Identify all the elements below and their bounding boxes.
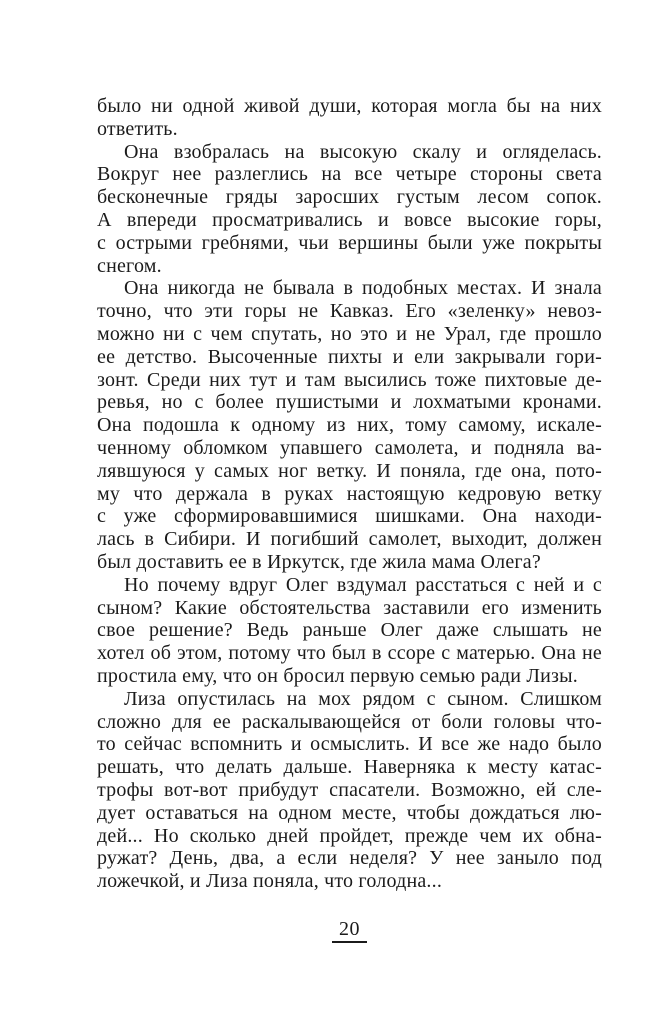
text-line: дует оставаться на одном месте, чтобы дождаться лю- <box>97 801 602 824</box>
text-line: ее детство. Высоченные пихты и ели закрывали гори- <box>97 345 602 368</box>
page-text-block <box>97 95 602 893</box>
text-line: Она взобралась на высокую скалу и огляделась. <box>124 140 602 163</box>
text-line: бесконечные гряды заросших густым лесом сопок. <box>97 186 602 209</box>
text-line: Но почему вдруг Олег вздумал расстаться с ней и с <box>124 573 602 596</box>
text-line: с уже сформировавшимися шишками. Она находи- <box>97 505 602 528</box>
text-line: Лиза опустилась на мох рядом с сыном. Слишком <box>124 687 602 710</box>
text-line: зонт. Среди них тут и там высились тоже пихтовые де- <box>97 368 602 391</box>
text-line: А впереди просматривались и вовсе высокие горы, <box>97 208 602 231</box>
paragraph <box>97 95 602 141</box>
paragraph <box>97 141 602 278</box>
text-line: ченному обломком упавшего самолета, и подняла ва- <box>97 436 602 459</box>
page-number <box>97 918 602 943</box>
text-line: ружат? День, два, а если неделя? У нее заныло под <box>97 847 602 870</box>
text-line: простила ему, что он бросил первую семью ради Лизы. <box>97 664 578 687</box>
text-line: лась в Сибири. И погибший самолет, выходит, должен <box>97 528 602 551</box>
text-line: был доставить ее в Иркутск, где жила мама Олега? <box>97 550 541 573</box>
text-line: точно, что эти горы не Кавказ. Его «зеленку» невоз- <box>97 300 602 323</box>
text-line: можно ни с чем спутать, но это и не Урал, где прошло <box>97 322 602 345</box>
text-line: снегом. <box>97 254 162 277</box>
text-line: Вокруг нее разлеглись на все четыре стороны света <box>97 163 602 186</box>
paragraph <box>97 277 602 573</box>
text-line: дей... Но сколько дней пройдет, прежде чем их обна- <box>97 824 602 847</box>
text-line: решать, что делать дальше. Наверняка к месту катас- <box>97 756 602 779</box>
text-line: сложно для ее раскалывающейся от боли головы что- <box>97 710 602 733</box>
text-line: лявшуюся у самых ног ветку. И поняла, где она, пото- <box>97 459 602 482</box>
text-line: хотел об этом, потому что был в ссоре с матерью. Она не <box>97 642 602 665</box>
text-line: Она подошла к одному из них, тому самому, искале- <box>97 414 602 437</box>
text-line: ревья, но с более пушистыми и лохматыми кронами. <box>97 391 602 414</box>
text-line: трофы вот-вот прибудут спасатели. Возможно, ей сле- <box>97 778 602 801</box>
text-line: ответить. <box>97 117 178 140</box>
text-line: му что держала в руках настоящую кедровую ветку <box>97 482 602 505</box>
paragraph <box>97 688 602 893</box>
text-line: Она никогда не бывала в подобных местах. И знала <box>124 277 602 300</box>
text-line: с острыми гребнями, чьи вершины были уже покрыты <box>97 231 602 254</box>
text-line: было ни одной живой души, которая могла бы на них <box>97 95 602 117</box>
text-line: сыном? Какие обстоятельства заставили его изменить <box>97 596 602 619</box>
page-number-value: 20 <box>332 918 367 943</box>
paragraph <box>97 574 602 688</box>
text-line: свое решение? Ведь раньше Олег даже слышать не <box>97 619 602 642</box>
text-line: то сейчас вспомнить и осмыслить. И все же надо было <box>97 733 602 756</box>
text-line: ложечкой, и Лиза поняла, что голодна... <box>97 870 443 893</box>
